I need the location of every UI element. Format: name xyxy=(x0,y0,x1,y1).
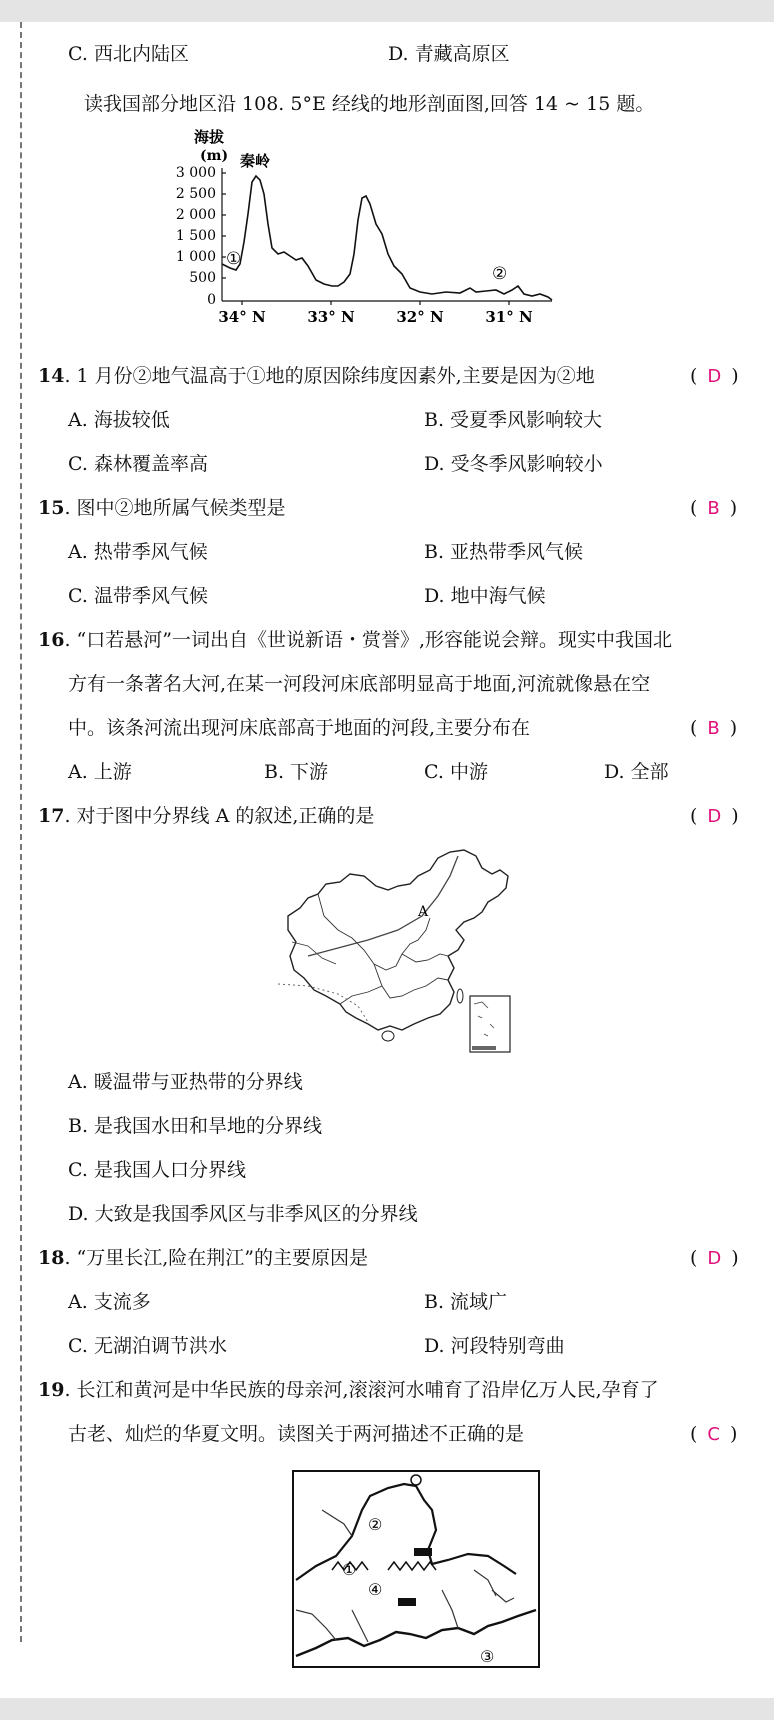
q16-stem-line2: 方有一条著名大河,在某一河段河床底部明显高于地面,河流就像悬在空 xyxy=(68,673,651,695)
q18-option-c: C. 无湖泊调节洪水 xyxy=(68,1335,227,1357)
prev-option-c: C. 西北内陆区 xyxy=(68,43,189,65)
intro-text: 读我国部分地区沿 108. 5°E 经线的地形剖面图,回答 14 ~ 15 题。 xyxy=(84,93,655,115)
marker-2: ② xyxy=(492,264,508,284)
q15-option-d: D. 地中海气候 xyxy=(424,585,546,607)
q19-stem-line1: 19. 长江和黄河是中华民族的母亲河,滚滚河水哺育了沿岸亿万人民,孕育了 xyxy=(38,1379,659,1401)
boundary-label-a: A xyxy=(418,904,429,920)
hainan-island xyxy=(382,1031,394,1041)
dam-icon-1 xyxy=(414,1548,432,1556)
rivers-marker-4: ④ xyxy=(368,1580,383,1599)
q15-stem: 15. 图中②地所属气候类型是 xyxy=(38,497,286,519)
q18-option-d: D. 河段特别弯曲 xyxy=(424,1335,565,1357)
q14-option-d: D. 受冬季风影响较小 xyxy=(424,453,603,475)
rivers-marker-1: ① xyxy=(342,1560,357,1579)
rivers-marker-3: ③ xyxy=(480,1647,495,1666)
q14-stem: 14. 1 月份②地气温高于①地的原因除纬度因素外,主要是因为②地 xyxy=(38,365,595,387)
q14-option-b: B. 受夏季风影响较大 xyxy=(424,409,603,431)
marker-1: ① xyxy=(226,249,242,269)
rivers-map-frame xyxy=(293,1471,539,1667)
ytick-1500: 1 500 xyxy=(175,228,216,244)
q14-option-a: A. 海拔较低 xyxy=(68,409,170,431)
q17-stem: 17. 对于图中分界线 A 的叙述,正确的是 xyxy=(38,805,375,827)
chart-ylabel-2: (m) xyxy=(200,148,229,164)
q14-option-c: C. 森林覆盖率高 xyxy=(68,453,208,475)
q16-option-b: B. 下游 xyxy=(264,761,329,783)
dam-icon-2 xyxy=(398,1598,416,1606)
q17-answer: ( D ) xyxy=(690,805,739,827)
q18-option-a: A. 支流多 xyxy=(68,1291,151,1313)
xtick-32n: 32° N xyxy=(396,308,444,326)
ytick-2500: 2 500 xyxy=(175,186,216,202)
rivers-map-figure xyxy=(292,1470,542,1670)
q17-option-b: B. 是我国水田和旱地的分界线 xyxy=(68,1115,323,1137)
prev-option-d: D. 青藏高原区 xyxy=(388,43,510,65)
ytick-1000: 1 000 xyxy=(175,249,216,265)
ytick-0: 0 xyxy=(207,292,216,308)
rivers-marker-2: ② xyxy=(368,1515,383,1534)
ytick-500: 500 xyxy=(189,270,216,286)
top-border xyxy=(0,0,774,22)
q16-option-a: A. 上游 xyxy=(68,761,132,783)
binding-dashed-line xyxy=(20,22,22,1642)
q16-option-c: C. 中游 xyxy=(424,761,488,783)
q16-answer: ( B ) xyxy=(690,717,738,739)
q17-option-a: A. 暖温带与亚热带的分界线 xyxy=(68,1071,303,1093)
q15-answer: ( B ) xyxy=(690,497,738,519)
xtick-31n: 31° N xyxy=(485,308,533,326)
boundary-line-a xyxy=(308,856,458,956)
chart-yticks xyxy=(176,165,216,308)
xtick-33n: 33° N xyxy=(307,308,355,326)
q15-option-a: A. 热带季风气候 xyxy=(68,541,208,563)
bottom-border xyxy=(0,1698,774,1720)
q15-option-c: C. 温带季风气候 xyxy=(68,585,208,607)
q19-answer: ( C ) xyxy=(690,1423,738,1445)
q17-option-d: D. 大致是我国季风区与非季风区的分界线 xyxy=(68,1203,418,1225)
ytick-2000: 2 000 xyxy=(175,207,216,223)
q18-option-b: B. 流域广 xyxy=(424,1291,508,1313)
ytick-3000: 3 000 xyxy=(175,165,216,181)
q17-option-c: C. 是我国人口分界线 xyxy=(68,1159,246,1181)
terrain-profile-chart xyxy=(170,124,570,330)
xtick-34n: 34° N xyxy=(218,308,266,326)
chart-peak-label: 秦岭 xyxy=(240,152,271,170)
q16-stem-line1: 16. “口若悬河”一词出自《世说新语・赏誉》,形容能说会辩。现实中我国北 xyxy=(38,629,673,651)
q15-option-b: B. 亚热带季风气候 xyxy=(424,541,584,563)
q16-option-d: D. 全部 xyxy=(604,761,669,783)
taiwan-island xyxy=(457,989,463,1003)
china-map-figure xyxy=(278,846,558,1056)
q19-stem-line2: 古老、灿烂的华夏文明。读图关于两河描述不正确的是 xyxy=(68,1423,525,1445)
q14-answer: ( D ) xyxy=(690,365,739,387)
q18-stem: 18. “万里长江,险在荆江”的主要原因是 xyxy=(38,1247,368,1269)
q18-answer: ( D ) xyxy=(690,1247,739,1269)
chart-ylabel-1: 海拔 xyxy=(194,128,225,146)
q16-stem-line3: 中。该条河流出现河床底部高于地面的河段,主要分布在 xyxy=(68,717,531,739)
